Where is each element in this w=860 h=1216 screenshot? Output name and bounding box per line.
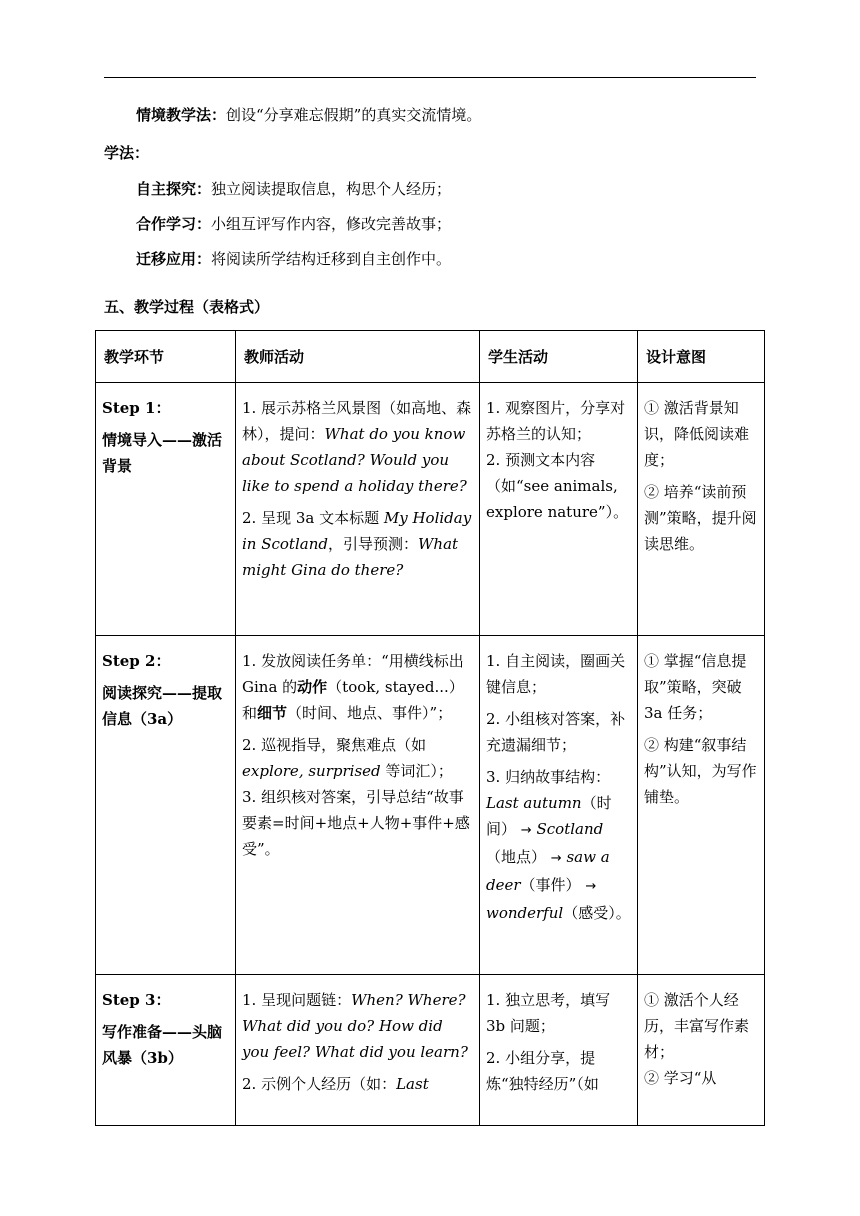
section-title: 五、教学过程（表格式） [104,298,270,316]
method-cooperative [136,213,451,234]
design-intent-cell [638,636,765,975]
method-text: 创设“分享难忘假期”的真实交流情境。 [226,106,482,124]
method-text: 将阅读所学结构迁移到自主创作中。 [211,250,452,268]
student-activity-2: 2. 小组核对答案，补充遗漏细节； [486,710,626,754]
design-intent-2: ② 学习“从 [644,1069,717,1087]
study-method-label [104,142,149,163]
arrow-icon: → [520,823,532,838]
study-label: 学法： [104,144,150,162]
step-name: 写作准备——头脑风暴（3b） [102,1023,223,1067]
table-row [96,975,765,1126]
method-label: 合作学习： [136,215,212,233]
teacher-activity-2: 2. 示例个人经历（如：Last [242,1075,429,1093]
design-intent-1: ① 激活背景知识，降低阅读难度； [644,399,750,469]
method-label: 情境教学法： [136,106,227,124]
teacher-activity-1: 1. 展示苏格兰风景图（如高地、森林），提问：What do you know about Scotland? Would you like to spend a holiday there? [242,399,472,495]
student-activity-cell [480,636,638,975]
teacher-activity-1: 1. 呈现问题链：When? Where? What did you do? How did you feel? What did you learn? [242,991,468,1061]
step-cell [96,383,236,636]
design-intent-2: ② 构建“叙事结构”认知，为写作铺垫。 [644,736,757,806]
student-activity-cell [480,975,638,1126]
design-intent-cell [638,383,765,636]
arrow-icon: → [550,851,562,866]
header-rule [104,77,756,78]
method-transfer [136,248,451,269]
teaching-process-table [95,330,765,1126]
step-name: 阅读探究——提取信息（3a） [102,684,223,728]
design-intent-2: ② 培养“读前预测”策略，提升阅读思维。 [644,483,757,553]
teacher-activity-cell [236,383,480,636]
teacher-activity-2: 2. 呈现 3a 文本标题 My Holiday in Scotland，引导预测：What might Gina do there? [242,509,472,579]
student-activity-1: 1. 观察图片，分享对苏格兰的认知； [486,399,626,443]
teacher-activity-cell [236,636,480,975]
design-intent-cell [638,975,765,1126]
teacher-activity-3: 3. 组织核对答案，引导总结“故事要素=时间+地点+人物+事件+感受”。 [242,788,470,858]
header-cell: 学生活动 [480,331,638,383]
student-activity-cell [480,383,638,636]
table-row [96,383,765,636]
table-row [96,636,765,975]
method-label: 自主探究： [136,180,212,198]
teacher-activity-1: 1. 发放阅读任务单：“用横线标出 Gina 的动作（took, stayed...）和细节（时间、地点、事件）”； [242,652,464,722]
student-activity-1: 1. 自主阅读，圈画关键信息； [486,652,626,696]
step-label: Step 2： [102,652,171,670]
table-header-row [96,331,765,383]
step-label: Step 3： [102,991,171,1009]
design-intent-1: ① 掌握“信息提取”策略，突破 3a 任务； [644,652,747,722]
arrow-icon: → [585,879,597,894]
header-cell: 教师活动 [236,331,480,383]
header-cell: 教学环节 [96,331,236,383]
teacher-activity-cell [236,975,480,1126]
method-label: 迁移应用： [136,250,212,268]
step-label: Step 1： [102,399,171,417]
method-text: 小组互评写作内容，修改完善故事； [211,215,452,233]
header-cell: 设计意图 [638,331,765,383]
method-text: 独立阅读提取信息，构思个人经历； [211,180,452,198]
design-intent-1: ① 激活个人经历，丰富写作素材； [644,991,750,1061]
step-cell [96,636,236,975]
student-activity-2: 2. 预测文本内容（如“see animals, explore nature”）。 [486,451,629,521]
step-cell [96,975,236,1126]
student-activity-3: 3. 归纳故事结构：Last autumn（时间） → Scotland（地点） → saw a deer（事件） → wonderful（感受）。 [486,768,631,922]
teacher-activity-2: 2. 巡视指导，聚焦难点（如 explore, surprised 等词汇）； [242,736,453,780]
student-activity-2: 2. 小组分享，提炼“独特经历”（如 [486,1049,599,1093]
student-activity-1: 1. 独立思考，填写 3b 问题； [486,991,611,1035]
step-name: 情境导入——激活背景 [102,431,223,475]
method-situational [136,104,481,125]
method-self-inquiry [136,178,451,199]
